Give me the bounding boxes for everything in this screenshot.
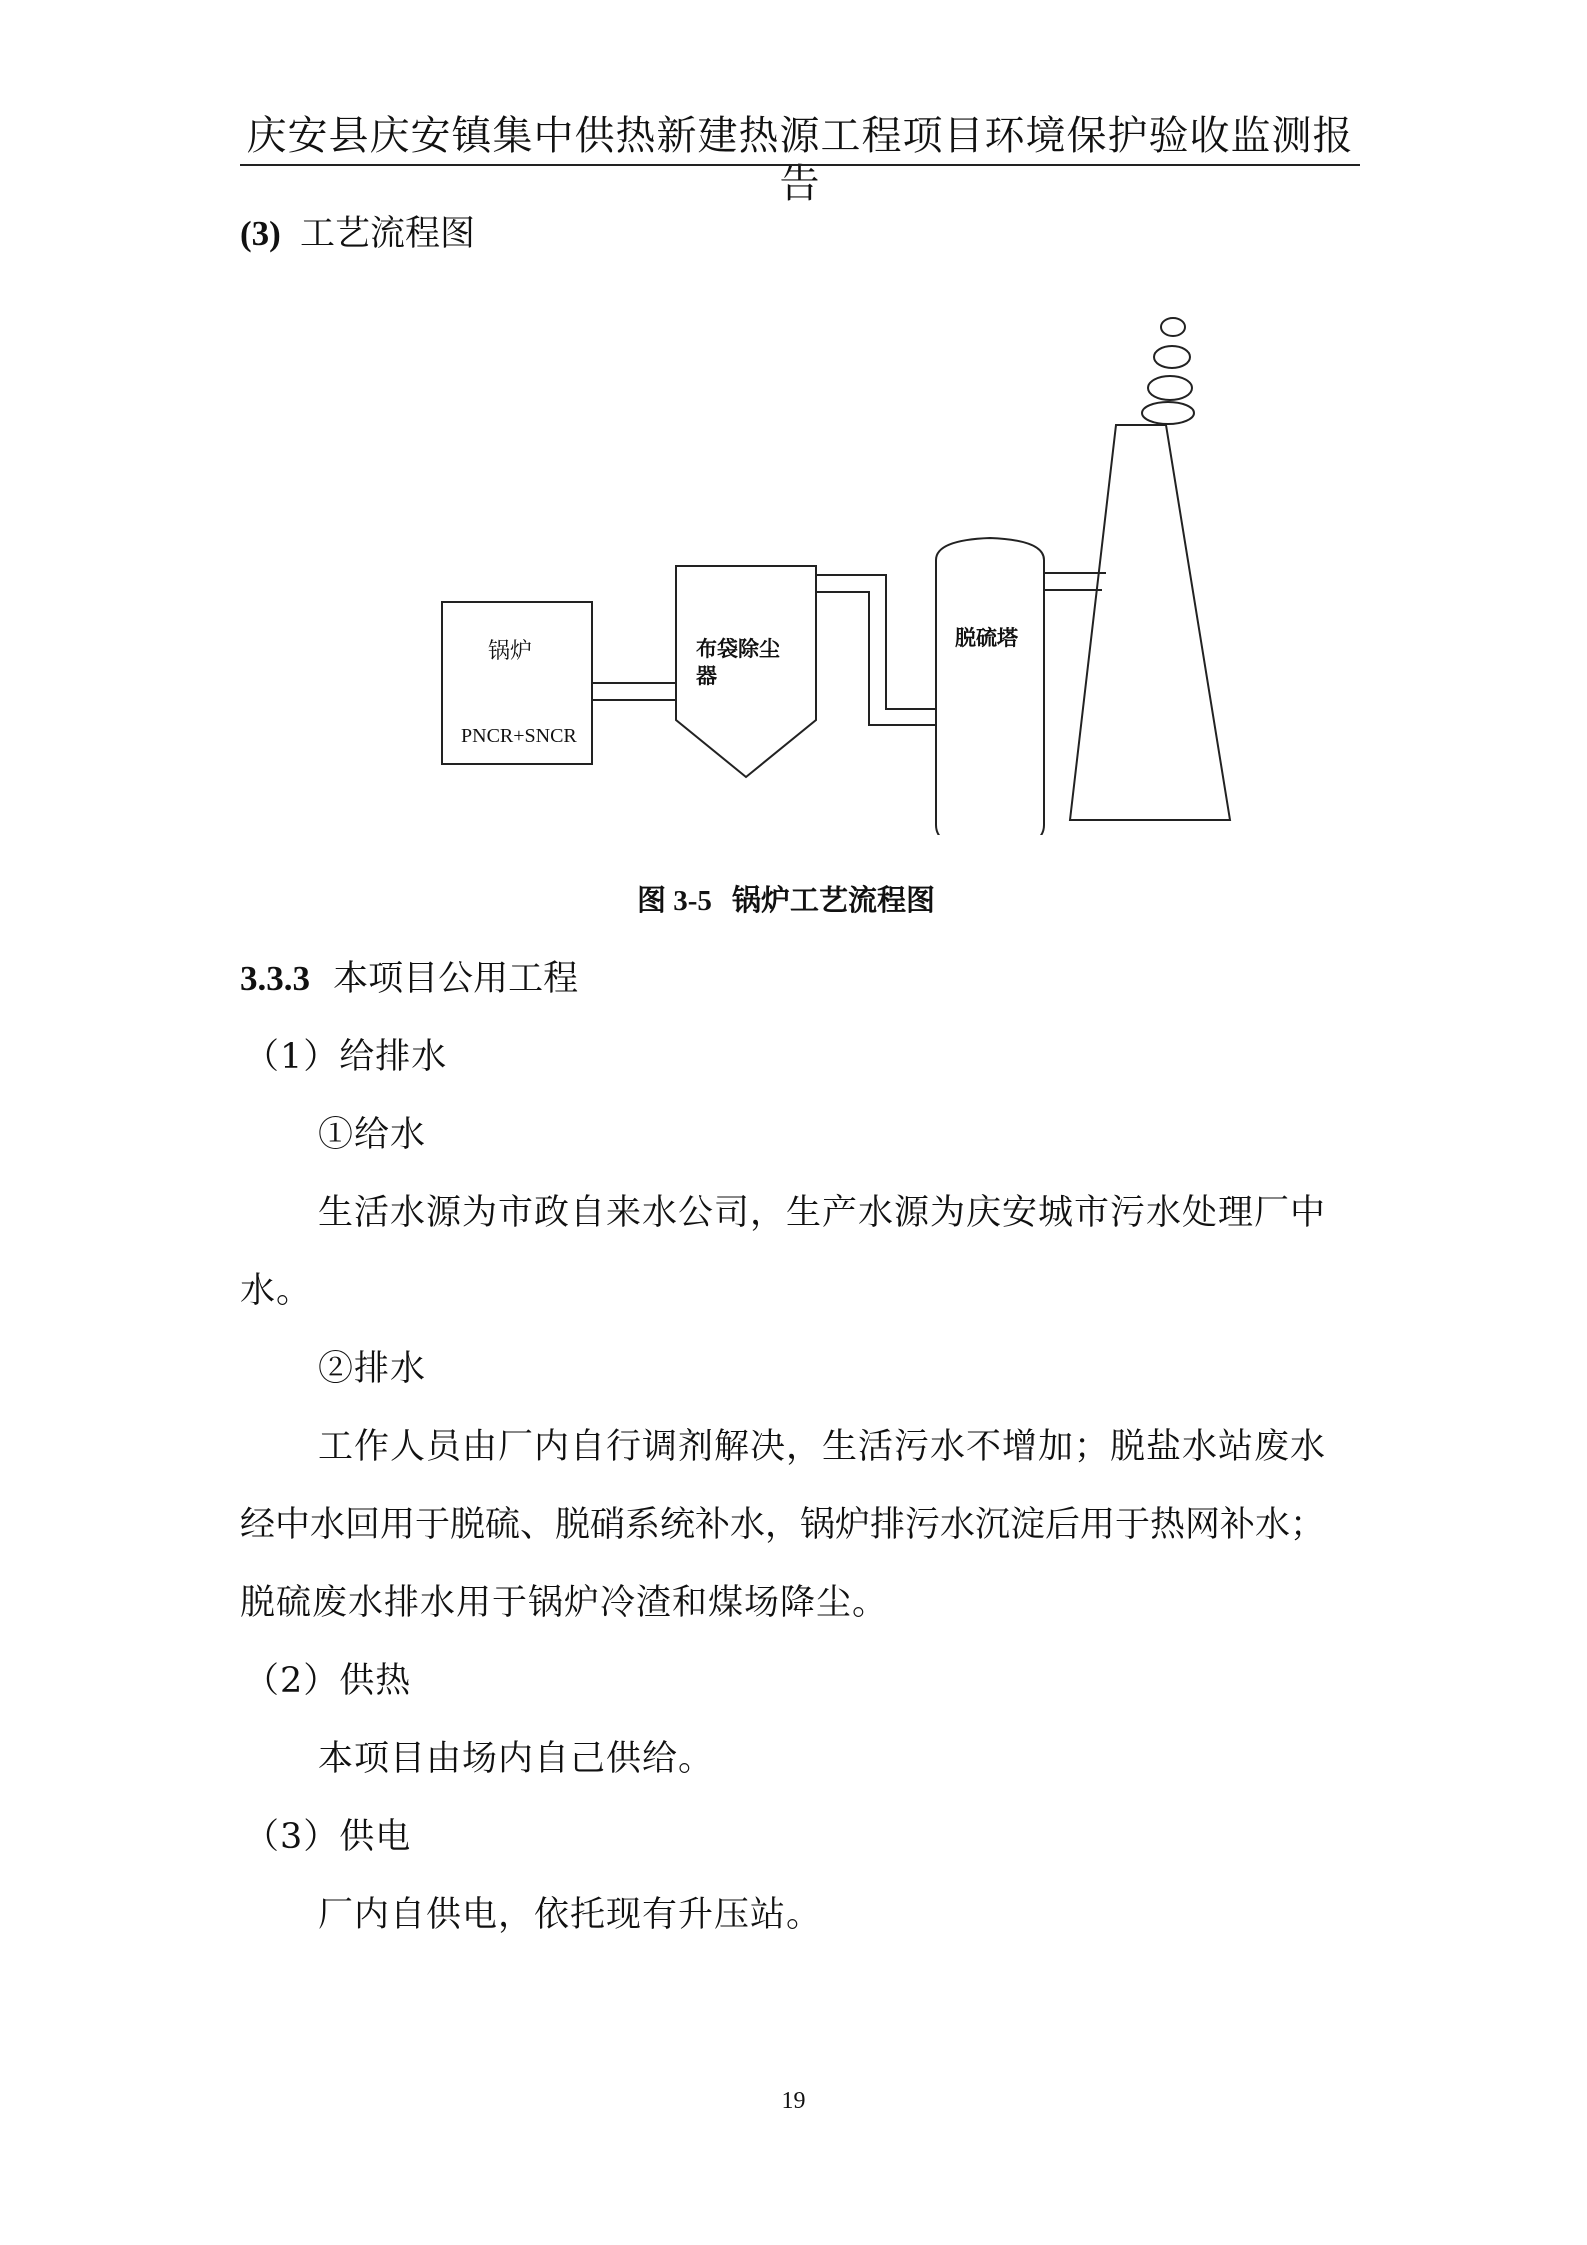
drainage-text-line1: 工作人员由厂内自行调剂解决，生活污水不增加；脱盐水站废水 [318,1427,1327,1467]
subsection-number: 3.3.3 [240,959,310,998]
subsection-heading [240,957,578,1001]
power-supply-text: 厂内自供电，依托现有升压站。 [318,1895,823,1935]
figure-caption-text: 锅炉工艺流程图 [732,883,936,917]
bag-filter-label-line2: 器 [696,664,717,688]
water-heading: （1）给排水 [244,1037,448,1077]
desulfurization-tower-label: 脱硫塔 [955,626,1018,650]
report-header-title: 庆安县庆安镇集中供热新建热源工程项目环境保护验收监测报告 [246,113,1354,207]
pipe-filter-to-tower [816,575,936,725]
subsection-title: 本项目公用工程 [333,959,579,999]
pipe-boiler-to-filter [592,683,676,700]
water-supply-heading: ①给水 [318,1115,427,1155]
figure-number: 图 3-5 [637,885,712,917]
heat-supply-heading: （2）供热 [244,1661,412,1701]
smoke-puff [1154,346,1190,368]
bag-filter-label-line1: 布袋除尘 [696,637,780,661]
section-heading-flowchart [240,212,475,256]
drainage-heading: ②排水 [318,1349,427,1389]
boiler-label: 锅炉 [488,639,533,664]
water-supply-text-line1: 生活水源为市政自来水公司，生产水源为庆安城市污水处理厂中 [318,1193,1327,1233]
header-divider [240,164,1360,166]
section-number: (3) [240,214,281,253]
figure-caption [637,882,935,919]
desulfurization-tower-shape [936,538,1044,835]
smoke-puff [1161,318,1185,336]
drainage-text-line3: 脱硫废水排水用于锅炉冷渣和煤场降尘。 [240,1583,889,1623]
smoke-puff [1148,376,1192,400]
heat-supply-text: 本项目由场内自己供给。 [318,1739,715,1779]
power-supply-heading: （3）供电 [244,1817,412,1857]
section-title: 工艺流程图 [299,214,475,254]
drainage-text-line2: 经中水回用于脱硫、脱硝系统补水，锅炉排污水沉淀后用于热网补水； [240,1505,1326,1545]
chimney-shape [1070,425,1230,820]
smoke-puff [1142,402,1194,424]
page-number: 19 [781,2088,806,2114]
boiler-process-flow-diagram [420,305,1250,835]
boiler-denox-label: PNCR+SNCR [461,725,577,747]
water-supply-text-line2: 水。 [240,1271,313,1311]
